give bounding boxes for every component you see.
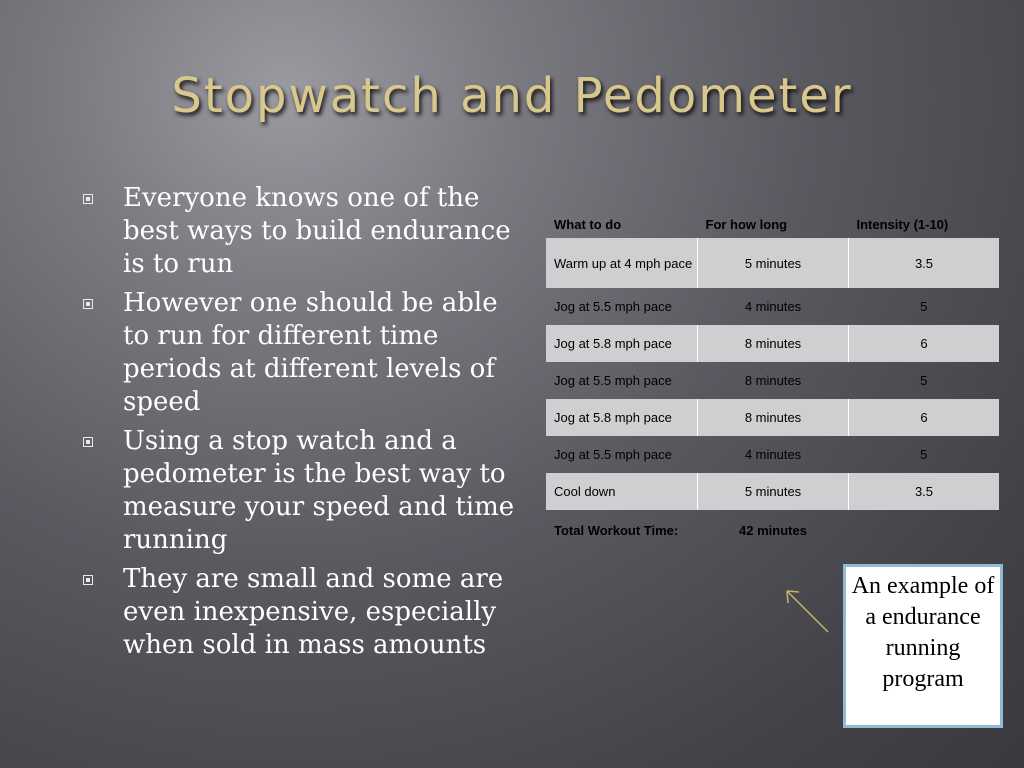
square-bullet-icon bbox=[83, 437, 93, 447]
cell-activity: Warm up at 4 mph pace bbox=[546, 238, 698, 288]
cell-activity: Jog at 5.5 mph pace bbox=[554, 299, 672, 314]
table-row bbox=[546, 436, 999, 473]
bullet-text: Everyone knows one of the best ways to build endurance is to run bbox=[123, 183, 511, 279]
cell-activity: Jog at 5.5 mph pace bbox=[554, 373, 672, 388]
workout-table bbox=[546, 210, 999, 550]
callout-box: An example of a endurance running program bbox=[843, 564, 1003, 728]
cell-intensity: 3.5 bbox=[849, 473, 1000, 510]
table-row bbox=[546, 399, 999, 436]
table-header-row bbox=[546, 210, 999, 238]
cell-intensity: 6 bbox=[849, 399, 1000, 436]
cell-duration: 8 minutes bbox=[698, 399, 849, 436]
bullet-item bbox=[80, 563, 525, 662]
total-label: Total Workout Time: bbox=[554, 522, 679, 538]
bullet-list bbox=[80, 182, 525, 668]
cell-duration: 5 minutes bbox=[698, 473, 849, 510]
table-row bbox=[546, 362, 999, 399]
cell-duration: 4 minutes bbox=[744, 299, 802, 314]
square-bullet-icon bbox=[83, 299, 93, 309]
bullet-text: However one should be able to run for different time periods at different levels of speed bbox=[123, 288, 498, 417]
cell-activity: Jog at 5.5 mph pace bbox=[554, 447, 672, 462]
cell-duration: 4 minutes bbox=[744, 447, 802, 462]
bullet-text: They are small and some are even inexpensive, especially when sold in mass amounts bbox=[123, 564, 504, 660]
cell-intensity: 6 bbox=[849, 325, 1000, 362]
bullet-item bbox=[80, 287, 525, 419]
header-what-to-do: What to do bbox=[554, 216, 622, 232]
cell-duration: 5 minutes bbox=[698, 238, 849, 288]
table-row bbox=[546, 238, 999, 288]
bullet-text: Using a stop watch and a pedometer is the best way to measure your speed and time running bbox=[123, 426, 515, 555]
total-empty-cell bbox=[849, 510, 1000, 550]
square-bullet-icon bbox=[83, 575, 93, 585]
cell-intensity: 5 bbox=[920, 299, 928, 314]
cell-intensity: 5 bbox=[920, 373, 928, 388]
cell-activity: Jog at 5.8 mph pace bbox=[546, 399, 698, 436]
slide-title: Stopwatch and Pedometer bbox=[171, 68, 853, 124]
cell-activity: Cool down bbox=[546, 473, 698, 510]
total-value: 42 minutes bbox=[739, 522, 807, 538]
header-intensity: Intensity (1-10) bbox=[856, 216, 949, 232]
cell-activity: Jog at 5.8 mph pace bbox=[546, 325, 698, 362]
square-bullet-icon bbox=[83, 194, 93, 204]
bullet-item bbox=[80, 425, 525, 557]
cell-duration: 8 minutes bbox=[698, 325, 849, 362]
table-row bbox=[546, 325, 999, 362]
table-total-row bbox=[546, 510, 999, 550]
header-for-how-long: For how long bbox=[705, 216, 788, 232]
arrow-icon bbox=[776, 582, 836, 638]
table-row bbox=[546, 288, 999, 325]
cell-intensity: 3.5 bbox=[849, 238, 1000, 288]
table-row bbox=[546, 473, 999, 510]
bullet-item bbox=[80, 182, 525, 281]
cell-duration: 8 minutes bbox=[744, 373, 802, 388]
cell-intensity: 5 bbox=[920, 447, 928, 462]
